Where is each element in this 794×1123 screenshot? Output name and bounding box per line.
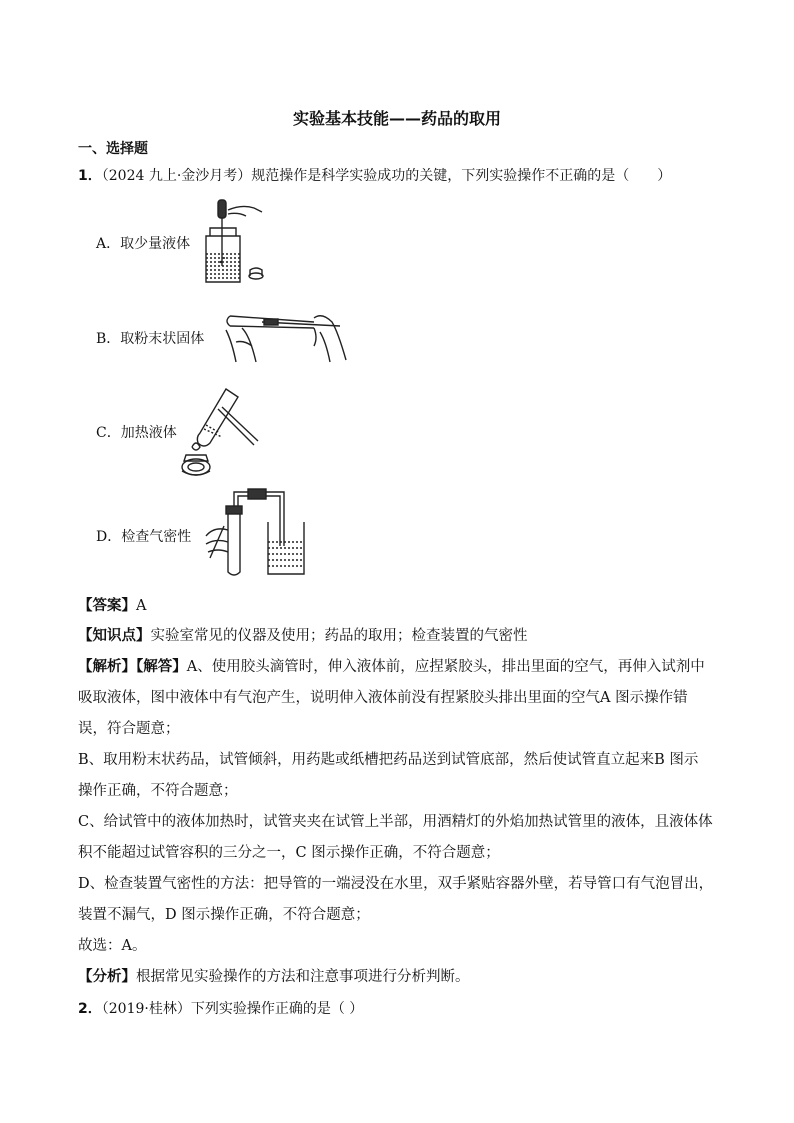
section-heading: 一、选择题 — [78, 141, 148, 157]
question-text: （2024 九上·金沙月考）规范操作是科学实验成功的关键，下列实验操作不正确的是（ ） — [101, 168, 672, 184]
option-d-label: D．检查气密性 — [96, 529, 192, 545]
dropper-bottle-figure — [198, 196, 268, 286]
heating-test-tube-figure — [176, 385, 266, 481]
analysis-tag: 【解析】 — [78, 659, 136, 675]
question-text: （2019·桂林）下列实验操作正确的是（ ） — [101, 1001, 364, 1017]
fenxi-tag: 【分析】 — [78, 969, 136, 985]
fenxi-line — [78, 965, 470, 986]
option-b-label: B．取粉末状固体 — [96, 331, 205, 347]
option-a-label: A．取少量液体 — [96, 236, 191, 252]
knowledge-line — [78, 624, 528, 645]
analysis-line-8: D、检查装置气密性的方法：把导管的一端浸没在水里，双手紧贴容器外壁，若导管口有气泡冒出， — [78, 876, 714, 892]
answer-tag: 【答案】 — [78, 598, 136, 614]
answer-line — [78, 594, 146, 615]
answer-value: A — [136, 598, 147, 614]
analysis-line-3: 误，符合题意； — [78, 721, 180, 737]
test-tube-spatula-figure — [222, 302, 352, 372]
solution-tag: 【解答】 — [136, 659, 187, 675]
analysis-line-1 — [78, 655, 705, 676]
question-1-stem — [78, 165, 671, 185]
analysis-line-2: 吸取液体，图中液体中有气泡产生，说明伸入液体前没有捏紧胶头排出里面的空气A 图示操作错 — [78, 690, 688, 706]
analysis-line-6: C、给试管中的液体加热时，试管夹夹在试管上半部，用酒精灯的外焰加热试管里的液体，且液体体 — [78, 814, 713, 830]
analysis-text: A、使用胶头滴管时，伸入液体前，应捏紧胶头，排出里面的空气，再伸入试剂中 — [186, 659, 705, 675]
knowledge-tag: 【知识点】 — [78, 628, 151, 644]
option-c-label: C．加热液体 — [96, 425, 177, 441]
analysis-line-9: 装置不漏气，D 图示操作正确，不符合题意； — [78, 907, 370, 923]
analysis-line-4: B、取用粉末状药品，试管倾斜，用药匙或纸槽把药品送到试管底部，然后使试管直立起来B 图示 — [78, 752, 699, 768]
question-number: 1． — [78, 168, 102, 184]
knowledge-text: 实验室常见的仪器及使用；药品的取用；检查装置的气密性 — [150, 628, 528, 644]
page-title: 实验基本技能——药品的取用 — [292, 109, 501, 128]
analysis-line-5: 操作正确，不符合题意； — [78, 783, 238, 799]
analysis-line-7: 积不能超过试管容积的三分之一，C 图示操作正确，不符合题意； — [78, 845, 500, 861]
question-number: 2． — [78, 1001, 102, 1017]
question-2-stem — [78, 998, 363, 1018]
airtightness-check-figure — [200, 486, 310, 582]
fenxi-text: 根据常见实验操作的方法和注意事项进行分析判断。 — [136, 969, 470, 985]
analysis-line-10: 故选：A。 — [78, 938, 147, 954]
